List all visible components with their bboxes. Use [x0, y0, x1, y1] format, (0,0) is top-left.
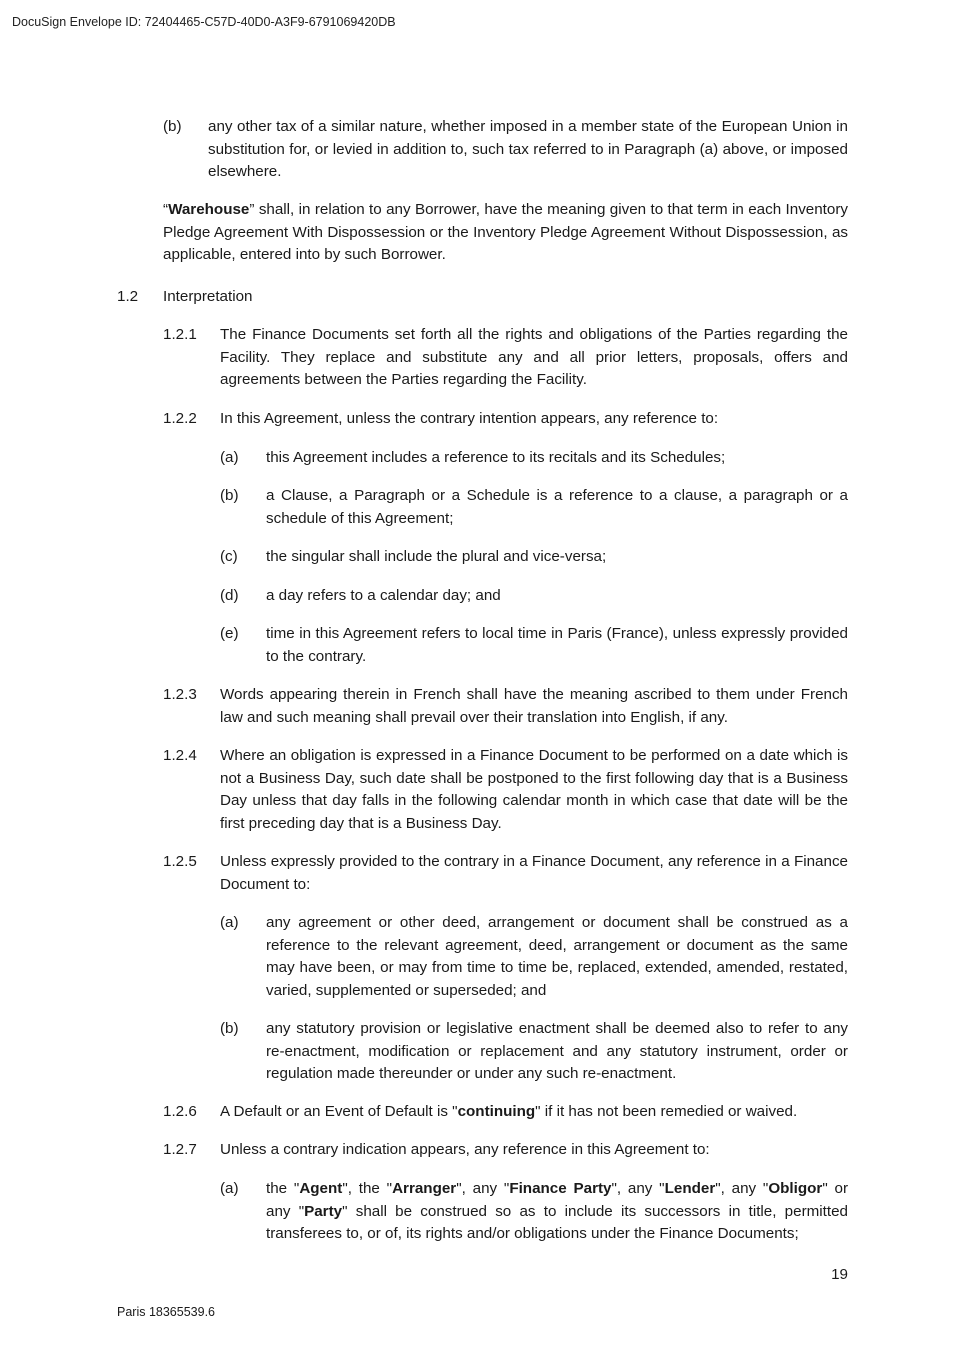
text-run: " or any " — [266, 1180, 849, 1220]
list-marker: (b) — [163, 118, 182, 135]
defined-term: continuing — [457, 1103, 536, 1120]
clause-number: 1.2.5 — [163, 853, 197, 870]
clause-text: Words appearing therein in French shall have the meaning ascribed to them under French law and such meaning shall prevail over their translation into English, if any. — [220, 686, 848, 726]
clause-number: 1.2.3 — [163, 686, 197, 703]
document-reference: Paris 18365539.6 — [117, 1305, 215, 1319]
clause-text: In this Agreement, unless the contrary intention appears, any reference to: — [220, 410, 719, 427]
section-number: 1.2 — [117, 288, 139, 305]
definition-warehouse — [163, 199, 848, 267]
clause-text: The Finance Documents set forth all the rights and obligations of the Parties regarding the Facility. They replace and substitute any and all prior letters, proposals, offers and agreements between the Parties regarding the Facility. — [220, 326, 848, 388]
text-run: ", any " — [715, 1180, 769, 1197]
text-run: " shall be construed so as to include its successors in title, permitted transferees to, or of, its rights and/or obligations under the Finance Documents; — [266, 1202, 848, 1242]
text-run: " if it has not been remedied or waived. — [535, 1103, 798, 1120]
clause-text: Unless expressly provided to the contrary in a Finance Document, any reference in a Finance Document to: — [220, 853, 848, 893]
list-item: time in this Agreement refers to local time in Paris (France), unless expressly provided to the contrary. — [266, 625, 848, 665]
list-item: a Clause, a Paragraph or a Schedule is a reference to a clause, a paragraph or a schedule of this Agreement; — [266, 487, 848, 527]
clause-text — [220, 1101, 848, 1124]
list-marker: (e) — [220, 625, 239, 642]
text-run: ", any " — [611, 1180, 665, 1197]
text-run: ", any " — [456, 1180, 510, 1197]
list-item: this Agreement includes a reference to its recitals and its Schedules; — [266, 449, 726, 466]
docusign-envelope-id: DocuSign Envelope ID: 72404465-C57D-40D0-A3F9-6791069420DB — [12, 15, 396, 29]
list-marker: (a) — [220, 449, 239, 466]
list-marker: (a) — [220, 1180, 239, 1197]
page-number: 19 — [831, 1266, 848, 1283]
list-item: a day refers to a calendar day; and — [266, 587, 501, 604]
defined-term: Party — [304, 1202, 343, 1220]
defined-term: Agent — [299, 1180, 343, 1197]
clause-text: Unless a contrary indication appears, any reference in this Agreement to: — [220, 1141, 710, 1158]
list-marker: (c) — [220, 548, 238, 565]
list-marker: (b) — [220, 1020, 239, 1037]
defined-term: Finance Party — [509, 1180, 612, 1197]
defined-term: Arranger — [392, 1180, 457, 1197]
list-item: the singular shall include the plural and vice-versa; — [266, 548, 607, 565]
list-item — [266, 1178, 848, 1246]
list-item: any agreement or other deed, arrangement or document shall be construed as a reference to the relevant agreement, deed, arrangement or document as the same may have been, or may from time to time be, replaced, extended, amended, restated, varied, supplemented or superseded; and — [266, 914, 848, 999]
text-run: the " — [266, 1180, 300, 1197]
list-marker: (d) — [220, 587, 239, 604]
list-marker: (b) — [220, 487, 239, 504]
text-run: A Default or an Event of Default is " — [220, 1103, 458, 1120]
clause-text: Where an obligation is expressed in a Finance Document to be performed on a date which is not a Business Day, such date shall be postponed to the first following day that is a Business Day unless that day falls in the following calendar month in which case that date will be the first preceding day that is a Business Day. — [220, 747, 848, 832]
clause-number: 1.2.2 — [163, 410, 197, 427]
clause-number: 1.2.7 — [163, 1141, 197, 1158]
defined-term: Obligor — [768, 1180, 823, 1197]
section-title: Interpretation — [163, 288, 253, 305]
defined-term: Lender — [664, 1180, 716, 1197]
list-item: any statutory provision or legislative enactment shall be deemed also to refer to any re-enactment, modification or replacement and any statutory instrument, order or regulation made thereunder or under any such re-enactment. — [266, 1020, 848, 1082]
text-run: ", the " — [342, 1180, 393, 1197]
list-marker: (a) — [220, 914, 239, 931]
quote-mark: “ — [163, 201, 169, 218]
clause-number: 1.2.6 — [163, 1103, 197, 1120]
defined-term: Warehouse — [168, 201, 250, 218]
paragraph: any other tax of a similar nature, whether imposed in a member state of the European Union in substitution for, or levied in addition to, such tax referred to in Paragraph (a) above, or imposed elsewhere. — [208, 118, 848, 180]
clause-number: 1.2.4 — [163, 747, 197, 764]
definition-text: ” shall, in relation to any Borrower, have the meaning given to that term in each Inventory Pledge Agreement With Dispossession or the Inventory Pledge Agreement Without Dispossession, as applicable, entered into by such Borrower. — [163, 201, 848, 263]
clause-number: 1.2.1 — [163, 326, 197, 343]
